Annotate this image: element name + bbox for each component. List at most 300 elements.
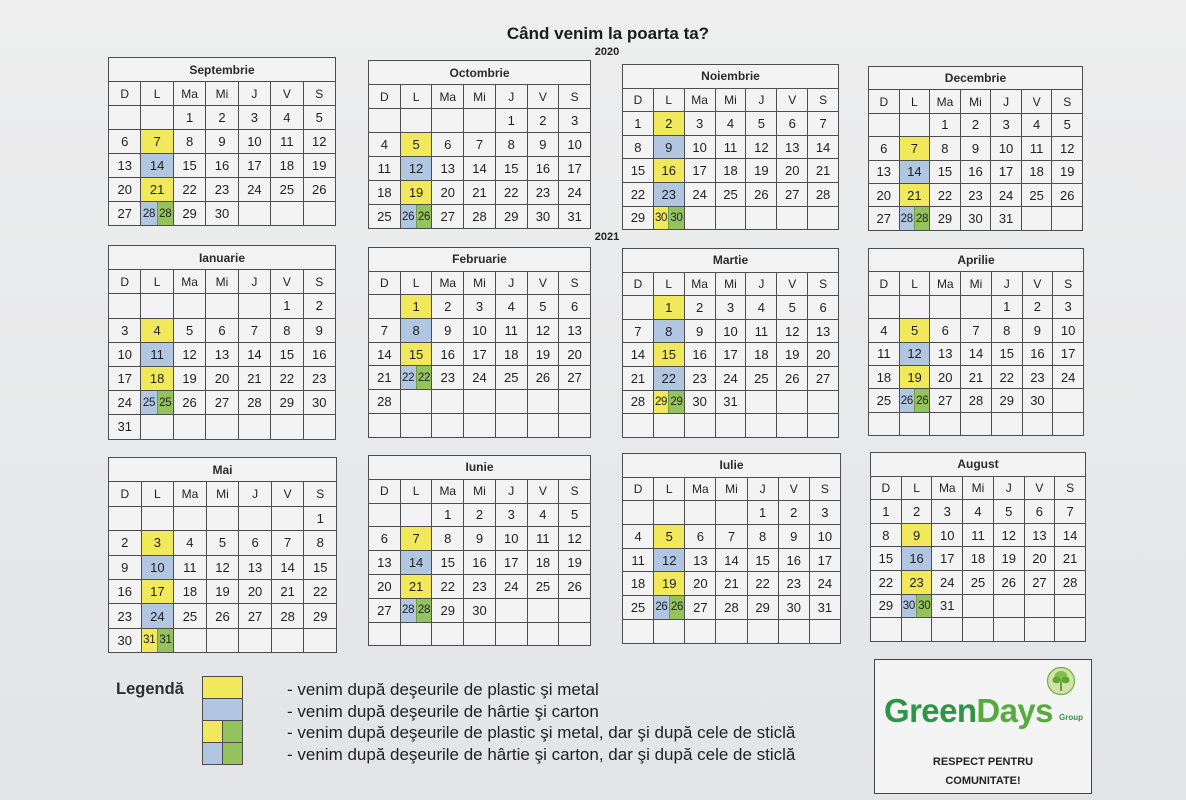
collection-day-cell: 10: [142, 556, 175, 580]
weekday-label: V: [528, 272, 560, 296]
day-cell: 5: [1052, 114, 1083, 137]
day-cell: 21: [808, 159, 839, 183]
month-calendar-octombrie: [368, 60, 591, 229]
day-cell: 24: [496, 575, 528, 599]
day-cell: 1: [432, 504, 464, 528]
collection-day-split-cell: [900, 389, 931, 412]
weekday-label: L: [654, 478, 685, 502]
day-cell: 31: [559, 205, 591, 229]
collection-day-cell: 5: [401, 133, 433, 157]
day-cell: 25: [963, 571, 994, 595]
weekday-label: D: [369, 480, 401, 504]
day-cell: 1: [871, 500, 902, 524]
day-cell: 7: [464, 133, 496, 157]
weekday-label: S: [559, 480, 591, 504]
day-cell: 23: [685, 367, 716, 391]
day-cell: 19: [528, 343, 560, 367]
empty-day-cell: [1023, 413, 1054, 436]
empty-day-cell: [141, 294, 173, 318]
empty-day-cell: [496, 390, 528, 414]
weekday-label: V: [1023, 272, 1054, 295]
day-cell: 15: [271, 343, 303, 367]
day-cell: 17: [991, 161, 1022, 184]
day-cell: 15: [304, 556, 337, 580]
day-cell: 31: [716, 391, 747, 415]
empty-day-cell: [685, 207, 716, 231]
brand-name-green: Green: [884, 692, 977, 729]
day-cell: 29: [871, 595, 902, 619]
day-cell: 16: [464, 551, 496, 575]
collection-day-cell: 15: [654, 343, 685, 367]
day-cell: 3: [464, 295, 496, 319]
day-cell: 20: [109, 178, 141, 202]
day-cell: 24: [464, 366, 496, 390]
day-cell: 25: [528, 575, 560, 599]
day-cell: 12: [1052, 137, 1083, 160]
day-cell: 19: [559, 551, 591, 575]
empty-day-cell: [654, 501, 685, 525]
day-cell: 10: [685, 136, 716, 160]
day-cell: 25: [271, 178, 303, 202]
day-cell: 21: [1055, 547, 1086, 571]
collection-day-half: 31: [157, 629, 173, 652]
legend-title: Legendă: [116, 680, 184, 698]
day-cell: 1: [930, 114, 961, 137]
empty-day-cell: [623, 620, 654, 644]
day-cell: 16: [109, 580, 142, 604]
weekday-label: S: [1053, 272, 1084, 295]
weekday-label: V: [271, 82, 303, 106]
legend-swatch-plastic: [203, 677, 243, 699]
collection-day-half: 25: [157, 391, 173, 414]
weekday-label: D: [623, 478, 654, 502]
day-cell: 13: [559, 319, 591, 343]
day-cell: 6: [559, 295, 591, 319]
day-cell: 15: [623, 159, 654, 183]
empty-day-cell: [496, 623, 528, 647]
day-cell: 16: [1023, 343, 1054, 366]
day-cell: 12: [304, 130, 336, 154]
day-cell: 23: [464, 575, 496, 599]
day-cell: 13: [432, 157, 464, 181]
collection-day-half: 25: [141, 391, 156, 414]
month-title: Octombrie: [369, 61, 591, 85]
day-cell: 14: [369, 343, 401, 367]
day-cell: 21: [239, 367, 271, 391]
weekday-label: Ma: [174, 82, 206, 106]
slogan: [875, 753, 1091, 791]
collection-day-cell: 15: [401, 343, 433, 367]
empty-day-cell: [777, 207, 808, 231]
day-cell: 10: [109, 343, 141, 367]
empty-day-cell: [432, 414, 464, 438]
day-cell: 20: [1025, 547, 1056, 571]
collection-day-half: 26: [900, 389, 914, 411]
day-cell: 16: [206, 154, 238, 178]
day-cell: 13: [239, 556, 272, 580]
day-cell: 12: [777, 320, 808, 344]
weekday-label: V: [1025, 477, 1056, 501]
collection-day-cell: 3: [142, 531, 175, 555]
day-cell: 14: [1055, 524, 1086, 548]
weekday-label: J: [496, 272, 528, 296]
empty-day-cell: [902, 618, 933, 642]
day-cell: 7: [961, 319, 992, 342]
day-cell: 2: [779, 501, 810, 525]
empty-day-cell: [1052, 207, 1083, 230]
day-cell: 29: [496, 205, 528, 229]
empty-day-cell: [654, 414, 685, 438]
collection-day-cell: 12: [654, 549, 685, 573]
day-cell: 9: [109, 556, 142, 580]
collection-day-cell: 17: [142, 580, 175, 604]
collection-day-cell: 9: [654, 136, 685, 160]
day-cell: 4: [271, 106, 303, 130]
day-cell: 1: [496, 109, 528, 133]
day-cell: 20: [930, 366, 961, 389]
empty-day-cell: [528, 623, 560, 647]
weekday-label: S: [559, 85, 591, 109]
day-cell: 25: [174, 604, 207, 628]
empty-day-cell: [432, 623, 464, 647]
legend-item-text: - venim după deşeurile de plastic şi metal: [287, 680, 599, 699]
day-cell: 28: [369, 390, 401, 414]
day-cell: 3: [810, 501, 841, 525]
day-cell: 2: [206, 106, 238, 130]
collection-day-split-cell: [654, 391, 685, 415]
day-cell: 22: [992, 366, 1023, 389]
empty-day-cell: [464, 414, 496, 438]
day-cell: 19: [994, 547, 1025, 571]
legend-swatch-fill: [222, 743, 242, 764]
day-cell: 27: [432, 205, 464, 229]
legend-swatch-fill: [203, 699, 242, 720]
day-cell: 9: [432, 319, 464, 343]
month-calendar-martie: [622, 248, 839, 438]
day-cell: 3: [1053, 296, 1084, 319]
day-cell: 25: [869, 389, 900, 412]
year-label-2021: 2021: [594, 231, 620, 243]
day-cell: 23: [109, 604, 142, 628]
day-cell: 30: [109, 629, 142, 653]
day-cell: 5: [746, 112, 777, 136]
weekday-label: D: [109, 482, 142, 506]
day-cell: 24: [810, 572, 841, 596]
legend-items: [287, 679, 795, 765]
leaf-logo-leaf-right: [1062, 677, 1070, 684]
day-cell: 18: [369, 181, 401, 205]
empty-day-cell: [992, 413, 1023, 436]
day-cell: 4: [1022, 114, 1053, 137]
day-cell: 18: [528, 551, 560, 575]
day-cell: 11: [528, 527, 560, 551]
empty-day-cell: [174, 415, 206, 439]
day-cell: 20: [777, 159, 808, 183]
day-cell: 2: [528, 109, 560, 133]
day-cell: 10: [991, 137, 1022, 160]
empty-day-cell: [808, 391, 839, 415]
day-cell: 11: [496, 319, 528, 343]
day-cell: 18: [496, 343, 528, 367]
day-cell: 26: [304, 178, 336, 202]
weekday-label: Mi: [464, 85, 496, 109]
collection-day-cell: 4: [141, 319, 173, 343]
collection-day-cell: 14: [900, 161, 931, 184]
collection-day-cell: 14: [401, 551, 433, 575]
collection-day-cell: 14: [141, 154, 173, 178]
day-cell: 30: [304, 391, 336, 415]
day-cell: 19: [746, 159, 777, 183]
empty-day-cell: [961, 413, 992, 436]
day-cell: 17: [464, 343, 496, 367]
day-cell: 13: [808, 320, 839, 344]
day-cell: 26: [528, 366, 560, 390]
empty-day-cell: [1053, 413, 1084, 436]
empty-day-cell: [685, 414, 716, 438]
collection-day-cell: 5: [654, 525, 685, 549]
day-cell: 8: [871, 524, 902, 548]
day-cell: 29: [623, 207, 654, 231]
collection-day-half: 28: [914, 207, 929, 229]
empty-day-cell: [239, 294, 271, 318]
day-cell: 20: [685, 572, 716, 596]
empty-day-cell: [623, 501, 654, 525]
empty-day-cell: [623, 414, 654, 438]
empty-day-cell: [869, 413, 900, 436]
day-cell: 10: [810, 525, 841, 549]
collection-day-cell: 2: [654, 112, 685, 136]
day-cell: 27: [109, 202, 141, 226]
day-cell: 18: [623, 572, 654, 596]
day-cell: 23: [1023, 366, 1054, 389]
empty-day-cell: [808, 207, 839, 231]
day-cell: 24: [109, 391, 141, 415]
day-cell: 13: [777, 136, 808, 160]
collection-day-split-cell: [902, 595, 933, 619]
day-cell: 27: [239, 604, 272, 628]
empty-day-cell: [654, 620, 685, 644]
day-cell: 7: [716, 525, 747, 549]
empty-day-cell: [748, 620, 779, 644]
empty-day-cell: [746, 207, 777, 231]
day-cell: 12: [207, 556, 240, 580]
day-cell: 5: [207, 531, 240, 555]
day-cell: 6: [685, 525, 716, 549]
collection-day-cell: 1: [401, 295, 433, 319]
empty-day-cell: [1025, 595, 1056, 619]
collection-day-cell: 21: [141, 178, 173, 202]
day-cell: 18: [1022, 161, 1053, 184]
empty-day-cell: [464, 623, 496, 647]
month-calendar-aprilie: [868, 248, 1084, 436]
day-cell: 3: [559, 109, 591, 133]
day-cell: 17: [559, 157, 591, 181]
day-cell: 14: [272, 556, 305, 580]
day-cell: 9: [528, 133, 560, 157]
month-title: Noiembrie: [623, 65, 839, 89]
day-cell: 9: [779, 525, 810, 549]
day-cell: 8: [496, 133, 528, 157]
empty-day-cell: [432, 109, 464, 133]
empty-day-cell: [871, 618, 902, 642]
collection-day-half: 31: [142, 629, 157, 652]
empty-day-cell: [559, 390, 591, 414]
day-cell: 15: [748, 549, 779, 573]
day-cell: 11: [963, 524, 994, 548]
day-cell: 17: [810, 549, 841, 573]
empty-day-cell: [141, 415, 173, 439]
day-cell: 8: [271, 319, 303, 343]
empty-day-cell: [239, 507, 272, 531]
collection-day-half: 29: [668, 391, 683, 414]
legend-swatch-fill: [222, 721, 242, 742]
day-cell: 25: [369, 205, 401, 229]
weekday-label: S: [808, 273, 839, 297]
month-title: Decembrie: [869, 67, 1083, 90]
day-cell: 17: [496, 551, 528, 575]
collection-day-half: 26: [401, 205, 416, 228]
empty-day-cell: [239, 202, 271, 226]
day-cell: 5: [559, 504, 591, 528]
day-cell: 8: [930, 137, 961, 160]
empty-day-cell: [1022, 207, 1053, 230]
day-cell: 24: [685, 183, 716, 207]
day-cell: 11: [174, 556, 207, 580]
month-calendar-februarie: [368, 247, 591, 438]
day-cell: 9: [206, 130, 238, 154]
weekday-label: S: [304, 82, 336, 106]
empty-day-cell: [900, 114, 931, 137]
day-cell: 8: [432, 527, 464, 551]
day-cell: 20: [559, 343, 591, 367]
weekday-label: V: [777, 273, 808, 297]
day-cell: 15: [930, 161, 961, 184]
empty-day-cell: [304, 415, 336, 439]
day-cell: 23: [432, 366, 464, 390]
empty-day-cell: [559, 623, 591, 647]
weekday-label: Ma: [174, 270, 206, 294]
day-cell: 5: [304, 106, 336, 130]
day-cell: 17: [932, 547, 963, 571]
slogan-line: COMUNITATE!: [945, 775, 1021, 787]
collection-day-split-cell: [142, 629, 175, 653]
weekday-label: S: [304, 482, 337, 506]
day-cell: 11: [716, 136, 747, 160]
day-cell: 29: [271, 391, 303, 415]
empty-day-cell: [930, 296, 961, 319]
collection-day-half: 28: [900, 207, 914, 229]
day-cell: 31: [810, 596, 841, 620]
day-cell: 12: [559, 527, 591, 551]
day-cell: 22: [871, 571, 902, 595]
day-cell: 2: [902, 500, 933, 524]
day-cell: 6: [109, 130, 141, 154]
day-cell: 20: [432, 181, 464, 205]
month-calendar-iulie: [622, 453, 841, 644]
empty-day-cell: [432, 390, 464, 414]
day-cell: 11: [271, 130, 303, 154]
weekday-label: L: [141, 82, 173, 106]
collection-day-half: 26: [669, 596, 685, 619]
day-cell: 12: [746, 136, 777, 160]
day-cell: 1: [304, 507, 337, 531]
day-cell: 29: [432, 599, 464, 623]
day-cell: 17: [685, 159, 716, 183]
collection-day-split-cell: [401, 205, 433, 229]
empty-day-cell: [272, 629, 305, 653]
brand-name: [884, 694, 1053, 727]
weekday-label: Mi: [206, 82, 238, 106]
day-cell: 14: [961, 343, 992, 366]
day-cell: 6: [777, 112, 808, 136]
month-title: Ianuarie: [109, 246, 336, 270]
month-title: August: [871, 453, 1086, 477]
day-cell: 5: [777, 296, 808, 320]
empty-day-cell: [961, 296, 992, 319]
day-cell: 27: [930, 389, 961, 412]
day-cell: 11: [746, 320, 777, 344]
weekday-label: L: [902, 477, 933, 501]
collection-day-half: 26: [654, 596, 669, 619]
empty-day-cell: [528, 390, 560, 414]
weekday-label: L: [900, 90, 931, 113]
empty-day-cell: [716, 414, 747, 438]
day-cell: 10: [1053, 319, 1084, 342]
day-cell: 15: [992, 343, 1023, 366]
weekday-label: J: [239, 82, 271, 106]
empty-day-cell: [207, 507, 240, 531]
weekday-label: Mi: [716, 478, 747, 502]
collection-day-cell: 19: [401, 181, 433, 205]
collection-day-half: 28: [157, 202, 173, 225]
legend-swatch-paper: [203, 699, 243, 721]
day-cell: 23: [304, 367, 336, 391]
weekday-label: S: [304, 270, 336, 294]
day-cell: 19: [1052, 161, 1083, 184]
day-cell: 23: [206, 178, 238, 202]
collection-day-cell: 23: [654, 183, 685, 207]
empty-day-cell: [1053, 389, 1084, 412]
day-cell: 1: [174, 106, 206, 130]
empty-day-cell: [932, 618, 963, 642]
month-title: Iunie: [369, 456, 591, 480]
day-cell: 11: [623, 549, 654, 573]
empty-day-cell: [174, 507, 207, 531]
weekday-label: L: [654, 89, 685, 113]
day-cell: 31: [991, 207, 1022, 230]
day-cell: 5: [994, 500, 1025, 524]
month-calendar-iunie: [368, 455, 591, 646]
day-cell: 4: [528, 504, 560, 528]
day-cell: 16: [685, 343, 716, 367]
empty-day-cell: [174, 294, 206, 318]
day-cell: 19: [207, 580, 240, 604]
day-cell: 27: [685, 596, 716, 620]
day-cell: 26: [1052, 184, 1083, 207]
day-cell: 1: [623, 112, 654, 136]
day-cell: 9: [1023, 319, 1054, 342]
brand-name-days: Days: [976, 692, 1053, 729]
day-cell: 13: [869, 161, 900, 184]
empty-day-cell: [109, 106, 141, 130]
day-cell: 25: [716, 183, 747, 207]
weekday-label: J: [239, 482, 272, 506]
empty-day-cell: [777, 391, 808, 415]
day-cell: 21: [961, 366, 992, 389]
day-cell: 29: [992, 389, 1023, 412]
empty-day-cell: [528, 599, 560, 623]
day-cell: 30: [206, 202, 238, 226]
